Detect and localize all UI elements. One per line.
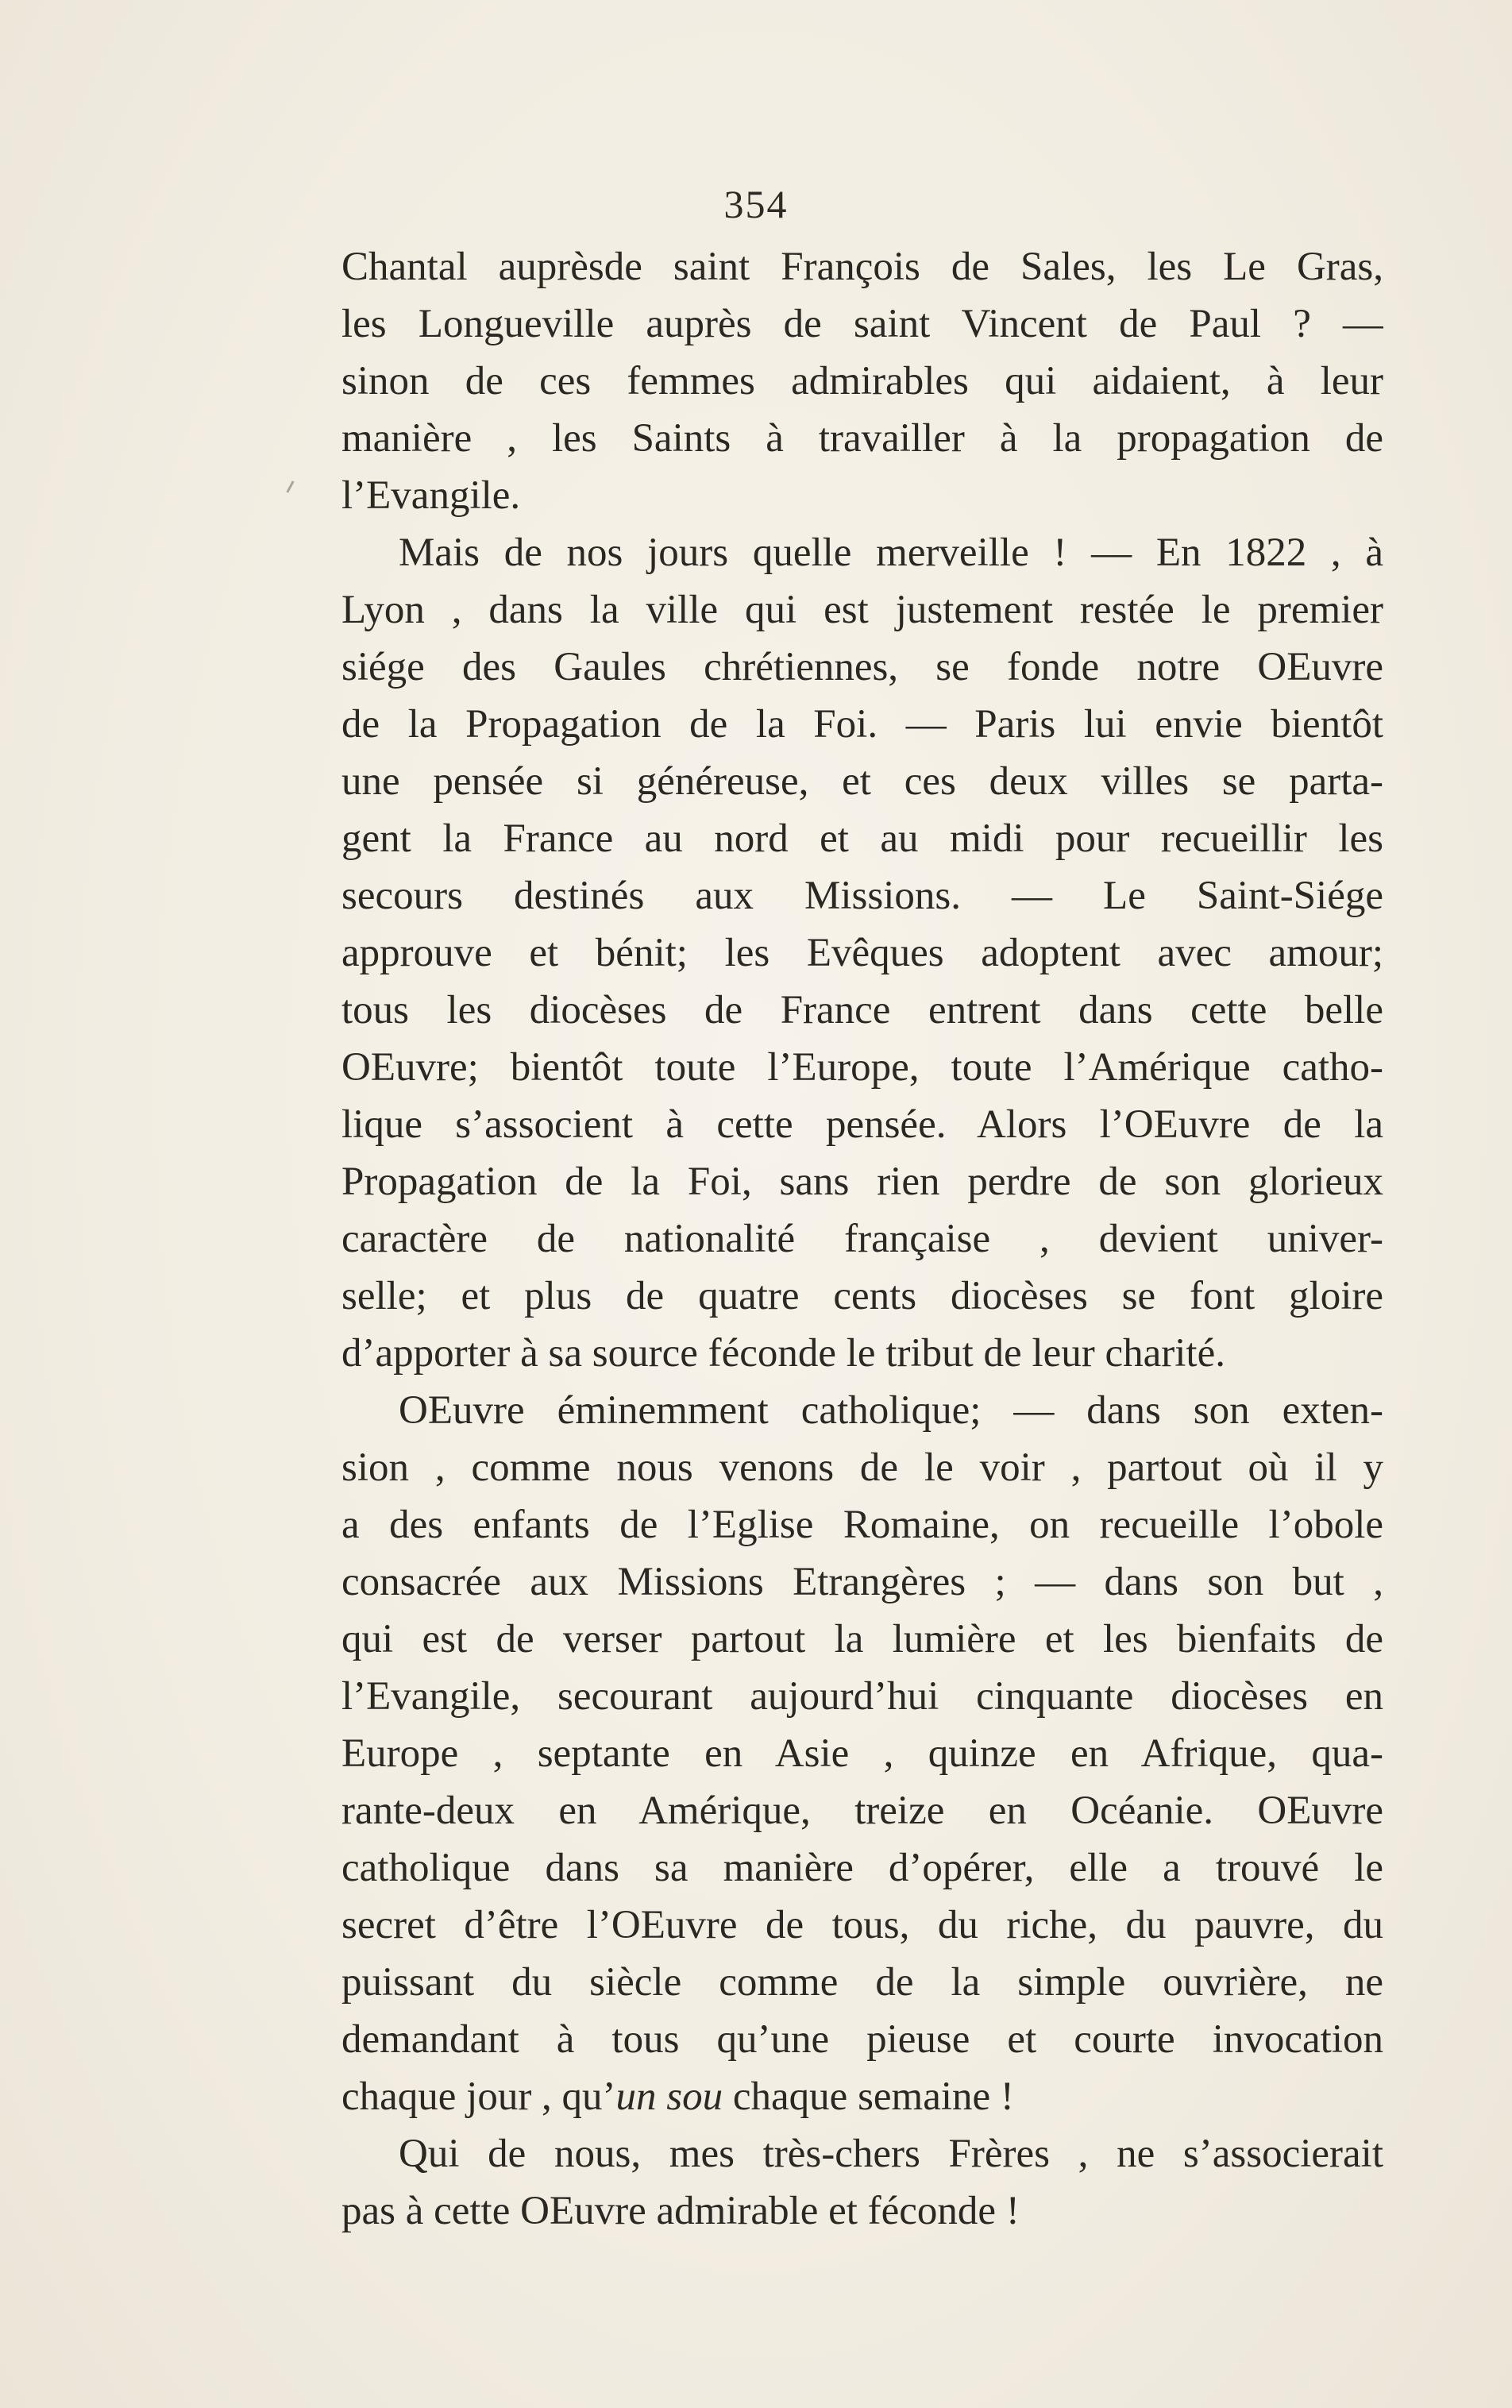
text-line: rante-deux en Amérique, treize en Océanie. OEuvre	[341, 1789, 1383, 1833]
text-line: lique s’associent à cette pensée. Alors l’OEuvre de la	[341, 1102, 1383, 1147]
text-line: sion , comme nous venons de le voir , partout où il y	[341, 1445, 1383, 1490]
paragraph-start-line: Qui de nous, mes très-chers Frères , ne s’associerait	[399, 2132, 1383, 2176]
text-line: Lyon , dans la ville qui est justement restée le premier	[341, 588, 1383, 632]
text-line: sinon de ces femmes admirables qui aidaient, à leur	[341, 359, 1383, 403]
text-line: pas à cette OEuvre admirable et féconde !	[341, 2189, 1020, 2233]
text-line: les Longueville auprès de saint Vincent de Paul ? —	[341, 302, 1383, 346]
text-line: une pensée si généreuse, et ces deux villes se parta-	[341, 759, 1383, 804]
text-line: siége des Gaules chrétiennes, se fonde notre OEuvre	[341, 645, 1383, 689]
line-text-before: chaque jour , qu’	[341, 2074, 616, 2119]
text-line: qui est de verser partout la lumière et les bienfaits de	[341, 1617, 1383, 1661]
text-line: Propagation de la Foi, sans rien perdre de son glorieux	[341, 1160, 1383, 1204]
text-line: catholique dans sa manière d’opérer, elle a trouvé le	[341, 1846, 1383, 1890]
text-line: demandant à tous qu’une pieuse et courte invocation	[341, 2017, 1383, 2062]
line-text-after: chaque semaine !	[723, 2074, 1014, 2119]
text-line: Europe , septante en Asie , quinze en Afrique, qua-	[341, 1731, 1383, 1776]
text-line: manière , les Saints à travailler à la propagation de	[341, 416, 1383, 461]
text-line: secours destinés aux Missions. — Le Saint-Siége	[341, 874, 1383, 918]
paragraph-start-line: Mais de nos jours quelle merveille ! — En 1822 , à	[399, 531, 1383, 575]
page-number: 354	[723, 182, 789, 226]
text-line: a des enfants de l’Eglise Romaine, on recueille l’obole	[341, 1503, 1383, 1547]
text-line: l’Evangile.	[341, 473, 521, 518]
text-line: gent la France au nord et au midi pour recueillir les	[341, 816, 1383, 861]
text-line: l’Evangile, secourant aujourd’hui cinquante diocèses en	[341, 1674, 1383, 1719]
paragraph-start-line: OEuvre éminemment catholique; — dans son exten-	[399, 1388, 1383, 1433]
text-line: consacrée aux Missions Etrangères ; — dans son but ,	[341, 1560, 1383, 1604]
text-line: OEuvre; bientôt toute l’Europe, toute l’Amérique catho-	[341, 1045, 1383, 1090]
text-line: d’apporter à sa source féconde le tribut de leur charité.	[341, 1331, 1225, 1376]
text-line: puissant du siècle comme de la simple ouvrière, ne	[341, 1960, 1383, 2005]
text-line: selle; et plus de quatre cents diocèses se font gloire	[341, 1274, 1383, 1318]
text-line: Chantal auprèsde saint François de Sales, les Le Gras,	[341, 245, 1383, 289]
body-text	[341, 238, 1383, 2240]
italic-phrase: un sou	[615, 2074, 723, 2119]
margin-mark	[286, 480, 294, 493]
text-line: de la Propagation de la Foi. — Paris lui envie bientôt	[341, 702, 1383, 747]
text-line-with-italic	[341, 2068, 1383, 2125]
text-line: tous les diocèses de France entrent dans cette belle	[341, 988, 1383, 1032]
text-line: secret d’être l’OEuvre de tous, du riche, du pauvre, du	[341, 1903, 1383, 1947]
text-line: approuve et bénit; les Evêques adoptent avec amour;	[341, 931, 1383, 975]
text-line: caractère de nationalité française , devient univer-	[341, 1217, 1383, 1261]
